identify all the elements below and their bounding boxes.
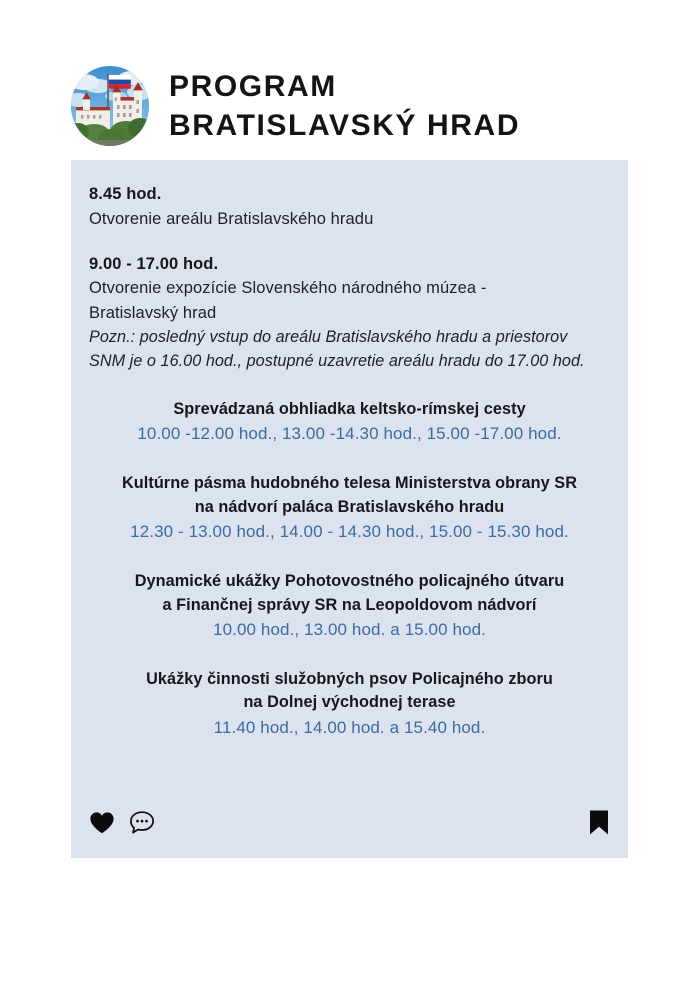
- poster-title: [169, 69, 520, 144]
- event-times: 12.30 - 13.00 hod., 14.00 - 14.30 hod., 15.00 - 15.30 hod.: [130, 521, 569, 541]
- bookmark-icon[interactable]: [588, 809, 610, 836]
- schedule-item-opening: [89, 182, 610, 232]
- bratislava-castle-photo: [71, 66, 149, 146]
- schedule-description: Otvorenie areálu Bratislavského hradu: [89, 209, 374, 228]
- schedule-time: 9.00 - 17.00 hod.: [89, 254, 219, 273]
- event-police-dogs: [89, 668, 610, 740]
- event-celtic-roman-road: [89, 398, 610, 447]
- event-military-music: [89, 472, 610, 544]
- schedule-description-line-1: Otvorenie expozície Slovenského národného múzea -: [89, 279, 487, 298]
- event-police-finance-demo: [89, 570, 610, 642]
- events-list: [89, 398, 610, 741]
- event-title-line-2: na nádvorí paláca Bratislavského hradu: [194, 497, 505, 516]
- event-title-line-1: Dynamické ukážky Pohotovostného policajného útvaru: [134, 572, 565, 591]
- title-line-program: PROGRAM: [169, 69, 337, 103]
- program-card: [71, 160, 628, 858]
- heart-icon[interactable]: [89, 811, 115, 835]
- event-title-line-1: Sprevádzaná obhliadka keltsko-rímskej cesty: [173, 399, 526, 418]
- event-title-line-2: na Dolnej východnej terase: [243, 693, 456, 712]
- schedule-time: 8.45 hod.: [89, 185, 162, 203]
- event-title-line-1: Ukážky činnosti služobných psov Policajného zboru: [146, 670, 553, 689]
- event-times: 10.00 -12.00 hod., 13.00 -14.30 hod., 15.00 -17.00 hod.: [137, 423, 562, 443]
- event-title-line-2: a Finančnej správy SR na Leopoldovom nádvorí: [162, 595, 537, 614]
- schedule-note-line-1: Pozn.: posledný vstup do areálu Bratislavského hradu a priestorov: [89, 327, 568, 346]
- schedule-item-museum: [89, 252, 610, 374]
- schedule-note-line-2: SNM je o 16.00 hod., postupné uzavretie areálu hradu do 17.00 hod.: [89, 351, 585, 370]
- event-title-line-1: Kultúrne pásma hudobného telesa Ministerstva obrany SR: [121, 474, 578, 493]
- event-times: 11.40 hod., 14.00 hod. a 15.40 hod.: [213, 717, 486, 737]
- card-footer: [89, 809, 610, 836]
- schedule-description-line-2: Bratislavský hrad: [89, 304, 217, 322]
- title-line-location: BRATISLAVSKÝ HRAD: [169, 109, 521, 142]
- event-times: 10.00 hod., 13.00 hod. a 15.00 hod.: [213, 619, 486, 639]
- footer-actions-left: [89, 810, 155, 835]
- poster-header: [71, 60, 631, 152]
- comment-bubble-icon[interactable]: [129, 810, 155, 835]
